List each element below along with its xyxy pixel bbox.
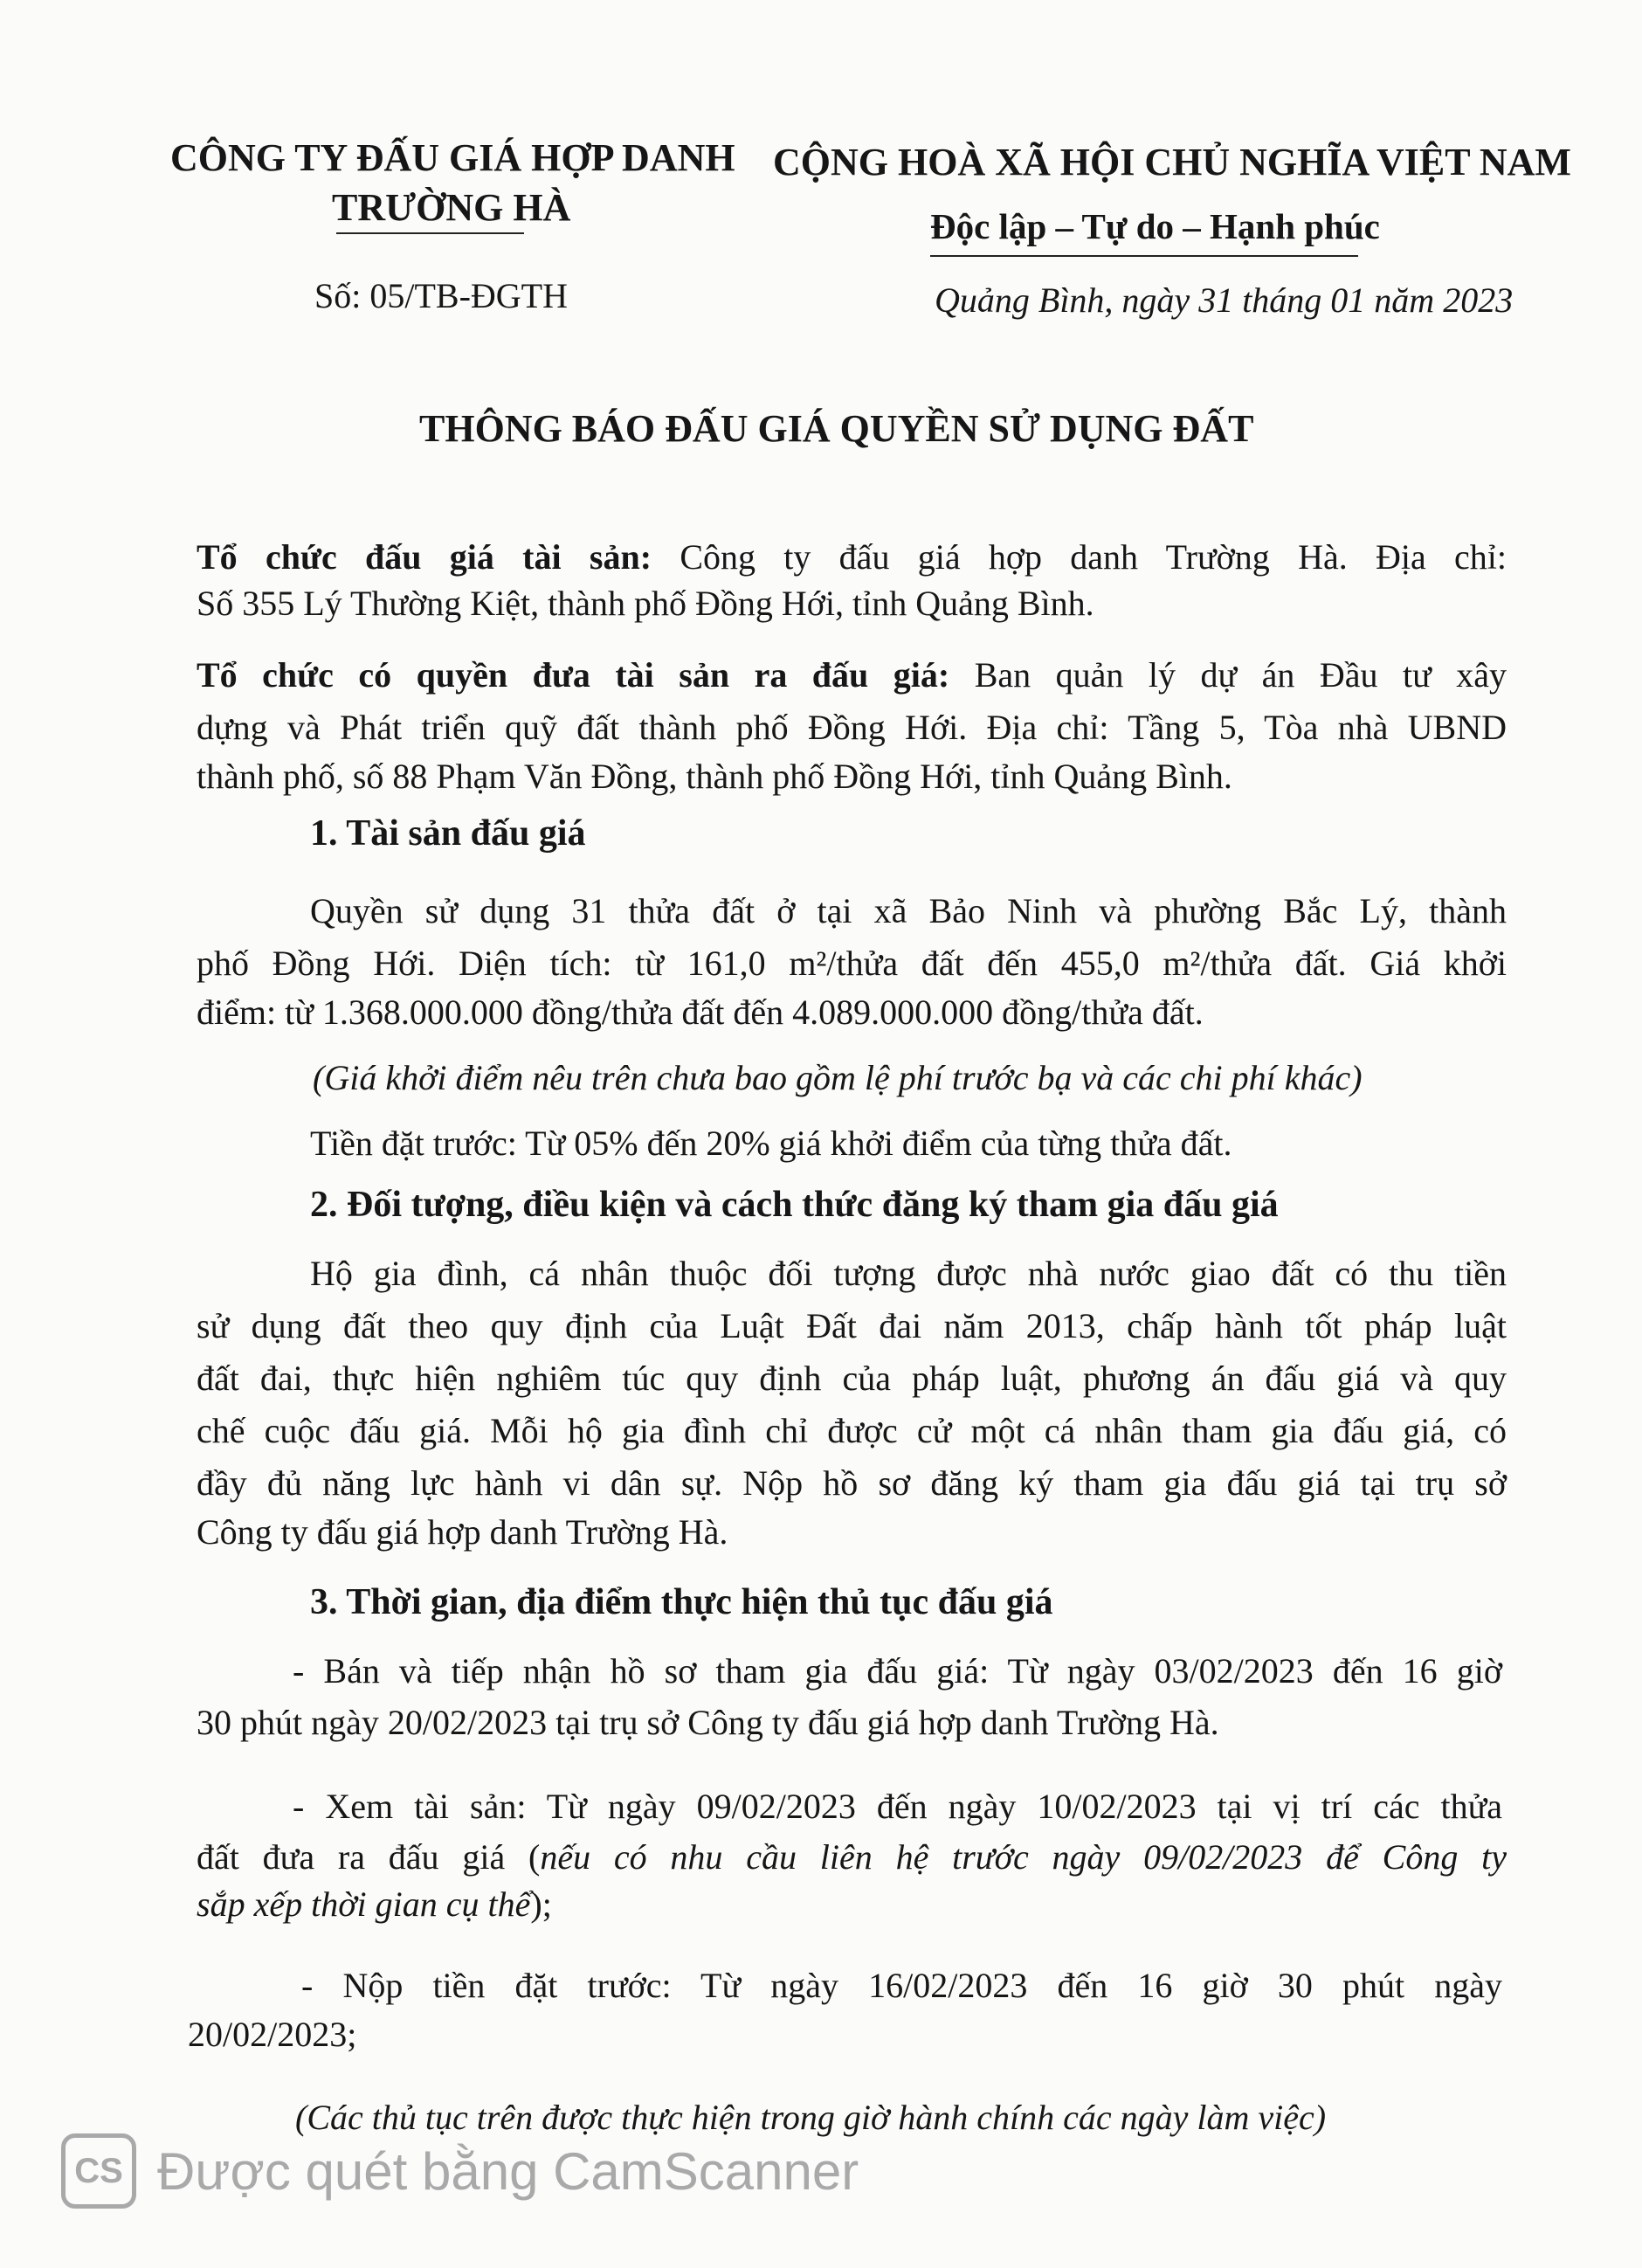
view-line3-italic: sắp xếp thời gian cụ thể [197,1884,531,1924]
section3-heading: 3. Thời gian, địa điểm thực hiện thủ tục đấu giá [310,1582,1053,1622]
section3-view-line1: - Xem tài sản: Từ ngày 09/02/2023 đến ngày 10/02/2023 tại vị trí các thửa [293,1787,1502,1826]
motto-underline [930,255,1358,257]
camscanner-watermark [61,2132,859,2210]
section3-sale-line2: 30 phút ngày 20/02/2023 tại trụ sở Công ty đấu giá hợp danh Trường Hà. [197,1703,1219,1742]
section1-note: (Giá khởi điểm nêu trên chưa bao gồm lệ phí trước bạ và các chi phí khác) [313,1058,1363,1097]
organizer-line2: Số 355 Lý Thường Kiệt, thành phố Đồng Hới, tỉnh Quảng Bình. [197,584,1094,623]
owner-label: Tổ chức có quyền đưa tài sản ra đấu giá: [197,655,950,695]
section3-note: (Các thủ tục trên được thực hiện trong giờ hành chính các ngày làm việc) [295,2098,1327,2137]
organization-name-line1: CÔNG TY ĐẤU GIÁ HỢP DANH [170,136,735,179]
section1-line1: Quyền sử dụng 31 thửa đất ở tại xã Bảo Ninh và phường Bắc Lý, thành [310,891,1507,930]
view-line3-text: ); [530,1884,552,1924]
section1-line2: phố Đồng Hới. Diện tích: từ 161,0 m²/thửa đất đến 455,0 m²/thửa đất. Giá khởi [197,944,1507,983]
watermark-text: Được quét bằng CamScanner [157,2141,859,2201]
view-line2-italic: nếu có nhu cầu liên hệ trước ngày 09/02/2023 để Công ty [540,1837,1507,1877]
organizer-line1 [197,533,1507,582]
section3-view-line2 [197,1833,1507,1882]
organization-underline [336,232,524,234]
document-title: THÔNG BÁO ĐẤU GIÁ QUYỀN SỬ DỤNG ĐẤT [419,407,1254,450]
section2-heading: 2. Đối tượng, điều kiện và cách thức đăng ký tham gia đấu giá [310,1185,1279,1225]
camscanner-logo-icon: CS [61,2133,136,2209]
section2-line1: Hộ gia đình, cá nhân thuộc đối tượng được nhà nước giao đất có thu tiền [310,1254,1507,1293]
document-number: Số: 05/TB-ĐGTH [314,276,568,315]
organizer-label: Tổ chức đấu giá tài sản: [197,537,652,577]
motto: Độc lập – Tự do – Hạnh phúc [930,206,1380,246]
section2-line6: Công ty đấu giá hợp danh Trường Hà. [197,1512,728,1552]
owner-line3: thành phố, số 88 Phạm Văn Đồng, thành phố Đồng Hới, tỉnh Quảng Bình. [197,757,1232,796]
section3-deposit-line1: - Nộp tiền đặt trước: Từ ngày 16/02/2023 đến 16 giờ 30 phút ngày [301,1966,1502,2005]
section2-line5: đầy đủ năng lực hành vi dân sự. Nộp hồ sơ đăng ký tham gia đấu giá tại trụ sở [197,1463,1507,1503]
view-line2-text: đất đưa ra đấu giá ( [197,1837,541,1877]
owner-text: Ban quản lý dự án Đầu tư xây [974,655,1507,695]
section1-line3: điểm: từ 1.368.000.000 đồng/thửa đất đến 4.089.000.000 đồng/thửa đất. [197,992,1204,1032]
owner-line2: dựng và Phát triển quỹ đất thành phố Đồng Hới. Địa chỉ: Tầng 5, Tòa nhà UBND [197,708,1507,747]
section3-view-line3 [197,1884,552,1925]
organizer-text: Công ty đấu giá hợp danh Trường Hà. Địa chỉ: [680,537,1507,577]
place-and-date: Quảng Bình, ngày 31 tháng 01 năm 2023 [935,280,1514,320]
section3-sale-line1: - Bán và tiếp nhận hồ sơ tham gia đấu giá: Từ ngày 03/02/2023 đến 16 giờ [293,1651,1502,1691]
organization-name-line2: TRƯỜNG HÀ [332,186,571,229]
section1-deposit: Tiền đặt trước: Từ 05% đến 20% giá khởi điểm của từng thửa đất. [310,1124,1232,1163]
section2-line3: đất đai, thực hiện nghiêm túc quy định của pháp luật, phương án đấu giá và quy [197,1359,1507,1398]
nation-heading: CỘNG HOÀ XÃ HỘI CHỦ NGHĨA VIỆT NAM [773,141,1571,183]
section2-line2: sử dụng đất theo quy định của Luật Đất đai năm 2013, chấp hành tốt pháp luật [197,1306,1507,1345]
section2-line4: chế cuộc đấu giá. Mỗi hộ gia đình chỉ được cử một cá nhân tham gia đấu giá, có [197,1411,1507,1450]
section1-heading: 1. Tài sản đấu giá [310,813,586,854]
owner-line1 [197,651,1507,700]
section3-deposit-line2: 20/02/2023; [188,2015,357,2054]
